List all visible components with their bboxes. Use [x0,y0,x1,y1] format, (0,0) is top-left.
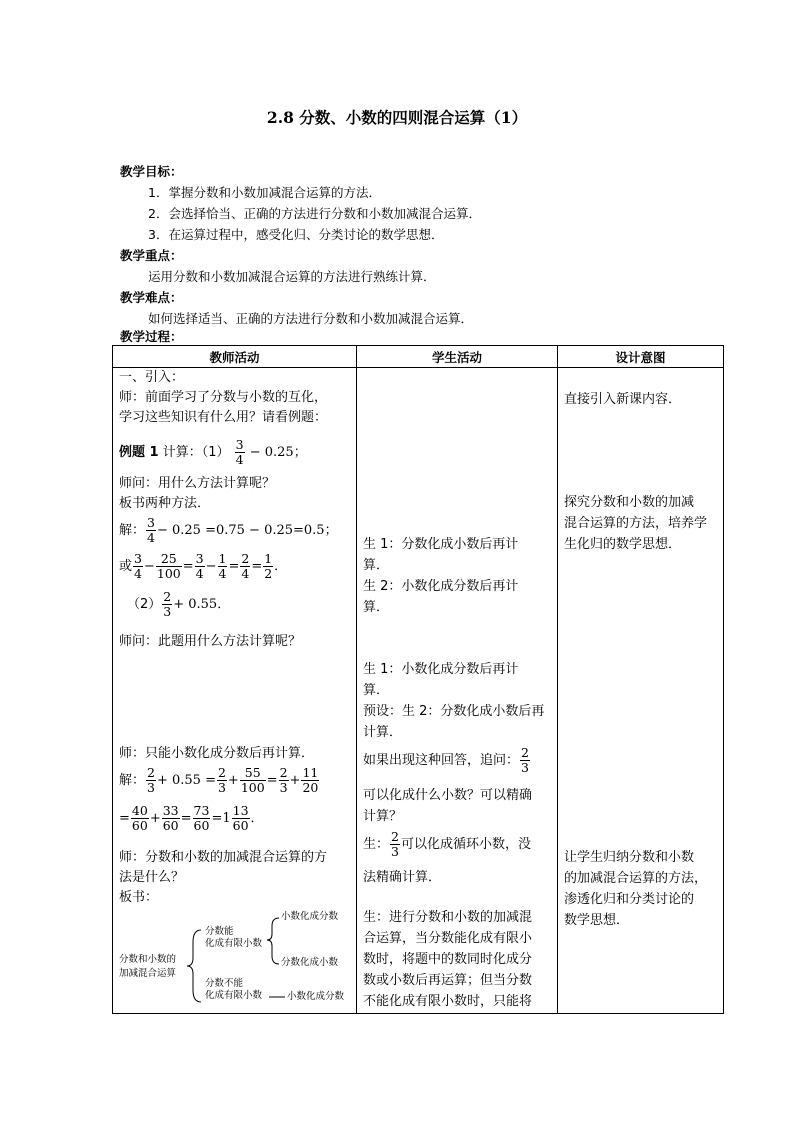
student-line: 生 1：小数化成分数后再计 [363,662,519,677]
objective-item: 2．会选择恰当、正确的方法进行分数和小数加减混合运算． [148,206,481,221]
classification-diagram [113,910,357,1012]
student-cell [357,368,558,1014]
student-line: 预设：生 2：分数化成小数后再 [363,704,545,719]
diagram-branch: 化成有限小数 [205,990,263,1001]
fraction: $\frac{2}{3}$ [279,765,288,795]
objectives-heading: 教学目标： [120,164,183,179]
fraction: $\frac{2}{4}$ [241,551,250,581]
fraction: $\frac{13}{60}$ [232,803,249,833]
solution-1: 解： $\frac{3}{4}$ − 0.25 =0.75 − 0.25=0.5； [119,515,338,545]
fraction: $\frac{2}{3}$ [147,765,155,795]
solution-2-cont: = $\frac{40}{60}$ + $\frac{33}{60}$ = $\frac{73}{60}$ =1 $\frac{13}{60}$ ． [119,803,264,833]
fraction: $\frac{1}{4}$ [218,551,227,581]
diagram-branch: 化成有限小数 [205,938,263,949]
teacher-question: 师问：用什么方法计算呢？ [119,476,276,491]
teacher-question: 师：分数和小数的加减混合运算的方 [119,850,328,865]
diagram-leaf: 小数化成分数 [287,991,345,1002]
solution-2: 解： $\frac{2}{3}$ + 0.55 = $\frac{2}{3}$ + $\frac{55}{100}$ = $\frac{2}{3}$ + $\frac{11}{20}$ [119,765,319,795]
fraction: $\frac{55}{100}$ [240,765,265,795]
fraction: $\frac{73}{60}$ [193,803,210,833]
student-line: 计算． [363,725,403,740]
student-line: 算． [363,558,390,573]
fraction: $\frac{3}{4}$ [195,551,204,581]
table-row [113,368,724,1014]
intent-line: 直接引入新课内容． [564,392,682,407]
intent-line: 生化归的数学思想． [564,537,682,552]
example-tail: − 0.25； [249,445,307,460]
difficulties-heading: 教学难点： [120,290,183,305]
page-title: 2.8 分数、小数的四则混合运算（1） [266,108,528,127]
fraction: $\frac{3}{4}$ [134,551,142,581]
example-label: 例题 1 [119,445,159,460]
teacher-question: 法是什么？ [119,870,185,885]
student-line: 如果出现这种回答，追问： $\frac{2}{3}$ [363,745,529,775]
process-heading: 教学过程： [120,329,183,344]
teacher-question: 师问：此题用什么方法计算呢？ [119,634,302,649]
lesson-plan-table [112,345,724,1014]
fraction: $\frac{3}{4}$ [235,437,244,467]
student-line: 算． [363,683,390,698]
student-line: 数或小数后再运算；但当分数 [363,973,533,988]
fraction: $\frac{3}{4}$ [147,515,155,545]
intent-cell [558,368,724,1014]
student-line: 可以化成什么小数？可以精确 [363,788,533,803]
fraction: $\frac{2}{3}$ [217,765,226,795]
diagram-leaf: 分数化成小数 [281,957,339,968]
student-line: 生：进行分数和小数的加减混 [363,910,533,925]
fraction: $\frac{40}{60}$ [131,803,148,833]
intent-line: 渗透化归和分类讨论的 [564,892,695,907]
teacher-line: 板书两种方法． [119,496,211,511]
fraction: $\frac{25}{100}$ [156,551,181,581]
student-line: 生 2：小数化成分数后再计 [363,579,519,594]
teacher-line: 师：前面学习了分数与小数的互化， [119,390,328,405]
objective-item: 3．在运算过程中，感受化归、分类讨论的数学思想． [148,227,444,242]
student-line: 不能化成有限小数时，只能将 [363,994,533,1009]
fraction: $\frac{33}{60}$ [162,803,179,833]
diagram-leaf: 小数化成分数 [281,911,339,922]
intent-line: 让学生归纳分数和小数 [564,850,695,865]
diagram-branch: 分数不能 [205,978,244,989]
diagram-root: 加减混合运算 [119,968,177,979]
header-student: 学生活动 [357,346,558,368]
student-line: 法精确计算． [363,870,442,885]
student-line: 合运算，当分数能化成有限小 [363,931,533,946]
student-line: 数时，将题中的数同时化成分 [363,952,533,967]
teacher-line: 板书： [119,890,159,905]
diagram-root: 分数和小数的 [119,954,177,965]
key-points-text: 运用分数和小数加减混合运算的方法进行熟练计算． [148,269,436,284]
difficulties-text: 如何选择适当、正确的方法进行分数和小数加减混合运算． [148,311,474,326]
fraction: $\frac{11}{20}$ [302,765,319,795]
intent-line: 数学思想． [564,913,630,928]
teacher-line: 师：只能小数化成分数后再计算． [119,746,315,761]
fraction: $\frac{2}{3}$ [391,829,399,859]
intent-line: 探究分数和小数的加减 [564,495,695,510]
header-teacher: 教师活动 [113,346,357,368]
example-calc: 计算：（1） [162,445,230,460]
teacher-line: 学习这些知识有什么用？请看例题： [119,410,328,425]
intro-heading: 一、引入： [119,370,185,385]
table-header-row [113,346,724,368]
example-part-2: （2） $\frac{2}{3}$ + 0.55． [127,589,231,619]
solution-1-alt: 或 $\frac{3}{4}$ − $\frac{25}{100}$ = $\frac{3}{4}$ − $\frac{1}{4}$ = $\frac{2}{4}$ = $\frac{1}{2}$ ． [119,551,288,581]
teacher-cell [113,368,357,1014]
fraction: $\frac{1}{2}$ [264,551,273,581]
objective-item: 1．掌握分数和小数加减混合运算的方法． [148,185,381,200]
fraction: $\frac{2}{3}$ [163,589,172,619]
intent-line: 混合运算的方法，培养学 [564,516,708,531]
intent-line: 的加减混合运算的方法， [564,871,708,886]
student-line: 算． [363,600,390,615]
student-line: 生： $\frac{2}{3}$ 可以化成循环小数，没 [363,829,531,859]
student-line: 生 1：分数化成小数后再计 [363,537,519,552]
example-1 [119,438,307,468]
student-line: 计算？ [363,809,403,824]
fraction: $\frac{2}{3}$ [521,745,529,775]
key-points-heading: 教学重点： [120,248,183,263]
header-intent: 设计意图 [558,346,724,368]
diagram-branch: 分数能 [205,926,234,937]
